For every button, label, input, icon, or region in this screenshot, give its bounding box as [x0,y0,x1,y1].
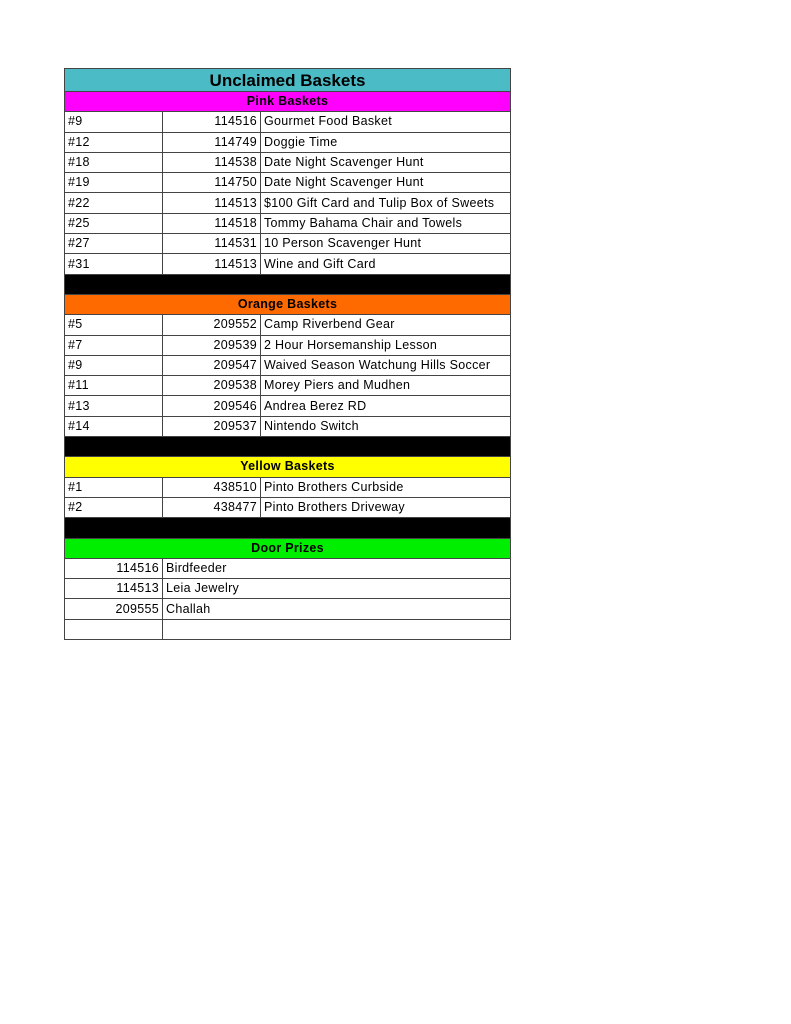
ticket-number: 438510 [163,477,261,497]
item-name: 2 Hour Horsemanship Lesson [261,335,511,355]
table-row [65,477,511,497]
ticket-number: 209555 [65,599,163,619]
item-name: Nintendo Switch [261,416,511,436]
basket-number: #18 [65,152,163,172]
table-row [65,416,511,436]
ticket-number: 114538 [163,152,261,172]
item-name: Pinto Brothers Driveway [261,497,511,517]
basket-number: #22 [65,193,163,213]
orange-header-label: Orange Baskets [65,294,511,314]
separator-bar [65,518,511,538]
table-row [65,396,511,416]
item-name: Date Night Scavenger Hunt [261,152,511,172]
item-name: Camp Riverbend Gear [261,315,511,335]
basket-number: #11 [65,376,163,396]
yellow-section-header [65,457,511,477]
section-separator [65,437,511,457]
table-row [65,234,511,254]
ticket-number: 114513 [163,193,261,213]
ticket-number: 209539 [163,335,261,355]
title-row [65,69,511,92]
separator-bar [65,437,511,457]
item-name: Doggie Time [261,132,511,152]
table-row [65,112,511,132]
ticket-number: 114518 [163,213,261,233]
item-name: Waived Season Watchung Hills Soccer [261,355,511,375]
item-name: $100 Gift Card and Tulip Box of Sweets [261,193,511,213]
section-separator [65,518,511,538]
ticket-number: 114516 [65,558,163,578]
table-row [65,152,511,172]
item-name: Challah [163,599,511,619]
table-row [65,335,511,355]
item-name: Tommy Bahama Chair and Towels [261,213,511,233]
ticket-number: 114531 [163,234,261,254]
basket-number: #12 [65,132,163,152]
table-row [65,619,511,639]
table-row [65,599,511,619]
ticket-number: 438477 [163,497,261,517]
section-separator [65,274,511,294]
ticket-number: 209547 [163,355,261,375]
pink-section-header [65,92,511,112]
item-name: 10 Person Scavenger Hunt [261,234,511,254]
item-name: Pinto Brothers Curbside [261,477,511,497]
table-row [65,355,511,375]
table-row [65,193,511,213]
table-row [65,315,511,335]
ticket-number [65,619,163,639]
basket-number: #25 [65,213,163,233]
basket-number: #1 [65,477,163,497]
item-name: Birdfeeder [163,558,511,578]
table-row [65,497,511,517]
yellow-header-label: Yellow Baskets [65,457,511,477]
baskets-table-body [65,69,511,640]
baskets-table [64,68,511,640]
item-name: Leia Jewelry [163,579,511,599]
basket-number: #9 [65,355,163,375]
door-section-header [65,538,511,558]
basket-number: #19 [65,173,163,193]
item-name [163,619,511,639]
item-name: Morey Piers and Mudhen [261,376,511,396]
ticket-number: 114750 [163,173,261,193]
item-name: Date Night Scavenger Hunt [261,173,511,193]
table-row [65,376,511,396]
table-row [65,254,511,274]
table-row [65,579,511,599]
basket-number: #13 [65,396,163,416]
door-header-label: Door Prizes [65,538,511,558]
ticket-number: 209546 [163,396,261,416]
basket-number: #27 [65,234,163,254]
basket-number: #31 [65,254,163,274]
orange-section-header [65,294,511,314]
pink-header-label: Pink Baskets [65,92,511,112]
basket-number: #2 [65,497,163,517]
item-name: Gourmet Food Basket [261,112,511,132]
ticket-number: 114513 [65,579,163,599]
ticket-number: 114749 [163,132,261,152]
ticket-number: 114513 [163,254,261,274]
ticket-number: 209552 [163,315,261,335]
unclaimed-baskets-sheet [64,68,510,640]
ticket-number: 209538 [163,376,261,396]
basket-number: #9 [65,112,163,132]
separator-bar [65,274,511,294]
ticket-number: 114516 [163,112,261,132]
table-row [65,213,511,233]
item-name: Wine and Gift Card [261,254,511,274]
table-row [65,132,511,152]
basket-number: #14 [65,416,163,436]
page-title: Unclaimed Baskets [65,69,511,92]
basket-number: #5 [65,315,163,335]
ticket-number: 209537 [163,416,261,436]
table-row [65,558,511,578]
item-name: Andrea Berez RD [261,396,511,416]
basket-number: #7 [65,335,163,355]
table-row [65,173,511,193]
